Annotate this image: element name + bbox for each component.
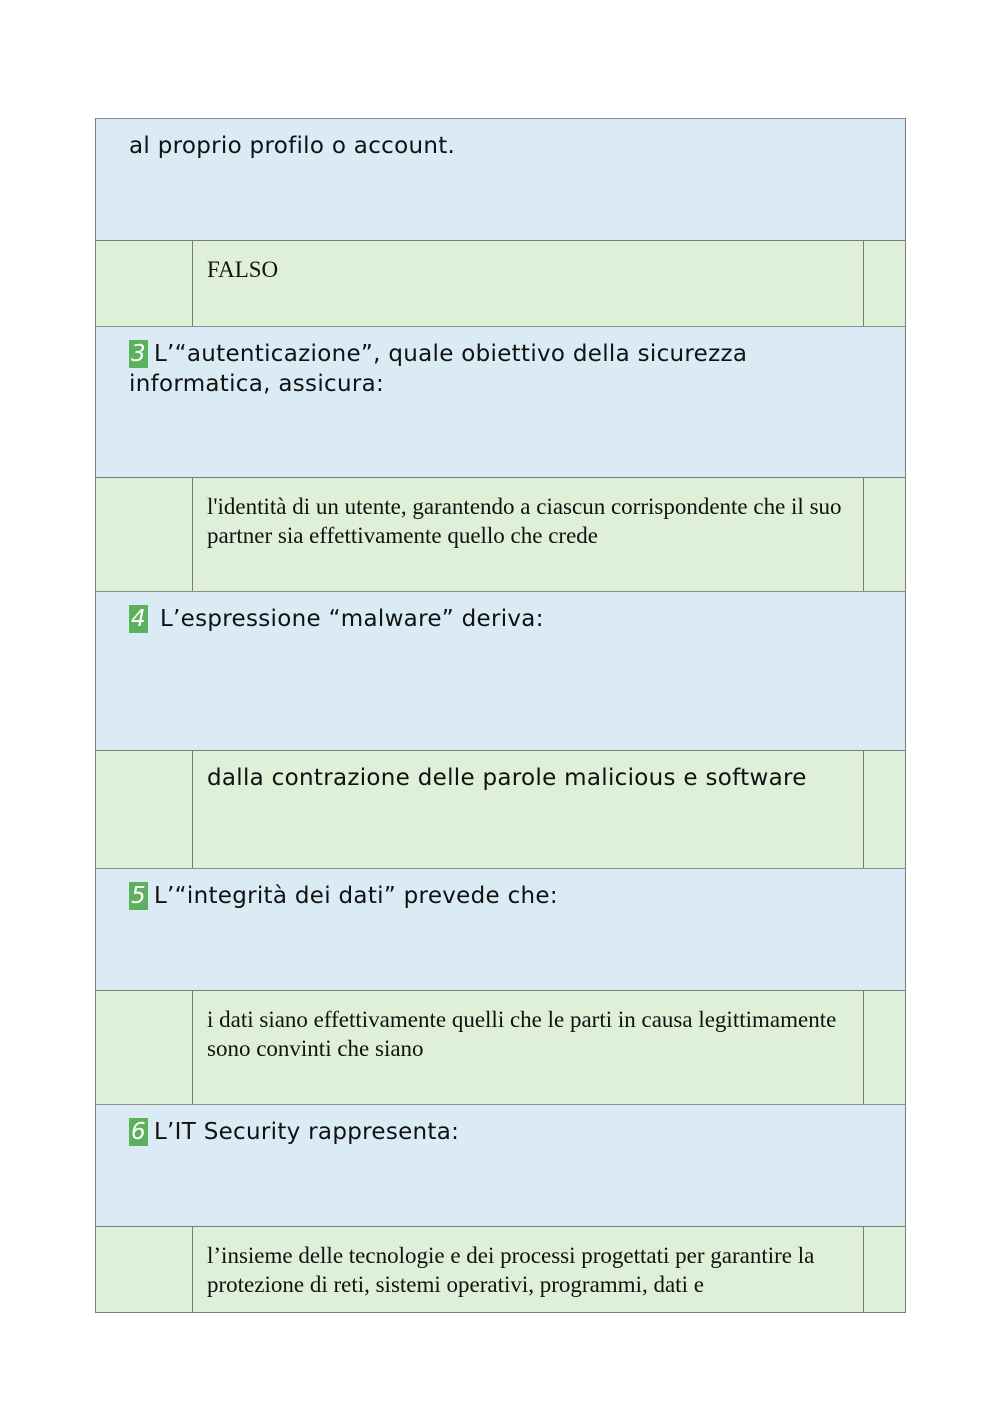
question-label: L’“autenticazione”, quale obiettivo della sicurezza informatica, assicura: bbox=[129, 341, 748, 397]
question-number: 4 bbox=[131, 606, 146, 632]
answer-text: i dati siano effettivamente quelli che le parti in causa legittimamente sono convinti che siano bbox=[207, 1007, 837, 1061]
answer-cell bbox=[192, 478, 864, 591]
question-row-continued bbox=[96, 118, 905, 240]
question-text: al proprio profilo o account. bbox=[129, 133, 456, 159]
question-number: 3 bbox=[131, 341, 146, 367]
answer-text: FALSO bbox=[207, 257, 279, 282]
question-text bbox=[129, 1117, 805, 1147]
question-row-4 bbox=[96, 591, 905, 750]
answer-cell bbox=[192, 241, 864, 326]
question-text bbox=[129, 339, 805, 399]
question-text bbox=[129, 604, 805, 634]
answer-row bbox=[96, 240, 905, 326]
question-label: L’“integrità dei dati” prevede che: bbox=[153, 883, 558, 909]
answer-text: dalla contrazione delle parole malicious e software bbox=[207, 765, 807, 791]
quiz-table bbox=[95, 118, 906, 1313]
answer-text: l'identità di un utente, garantendo a ciascun corrispondente che il suo partner sia effettivamente quello che crede bbox=[207, 494, 842, 548]
answer-text: l’insieme delle tecnologie e dei processi progettati per garantire la protezione di reti, sistemi operativi, programmi, dati e bbox=[207, 1243, 815, 1297]
answer-cell bbox=[192, 991, 864, 1104]
question-label: L’espressione “malware” deriva: bbox=[159, 606, 544, 632]
question-text bbox=[129, 881, 805, 911]
answer-row bbox=[96, 990, 905, 1104]
table-bottom-border bbox=[96, 1312, 905, 1313]
answer-row bbox=[96, 477, 905, 591]
question-label: L’IT Security rappresenta: bbox=[153, 1119, 460, 1145]
question-row-6 bbox=[96, 1104, 905, 1226]
answer-row bbox=[96, 1226, 905, 1312]
question-row-5 bbox=[96, 868, 905, 990]
answer-cell bbox=[192, 1227, 864, 1312]
question-row-3 bbox=[96, 326, 905, 477]
question-number: 6 bbox=[131, 1119, 146, 1145]
question-number: 5 bbox=[131, 883, 146, 909]
answer-row bbox=[96, 750, 905, 868]
answer-cell bbox=[192, 751, 864, 868]
